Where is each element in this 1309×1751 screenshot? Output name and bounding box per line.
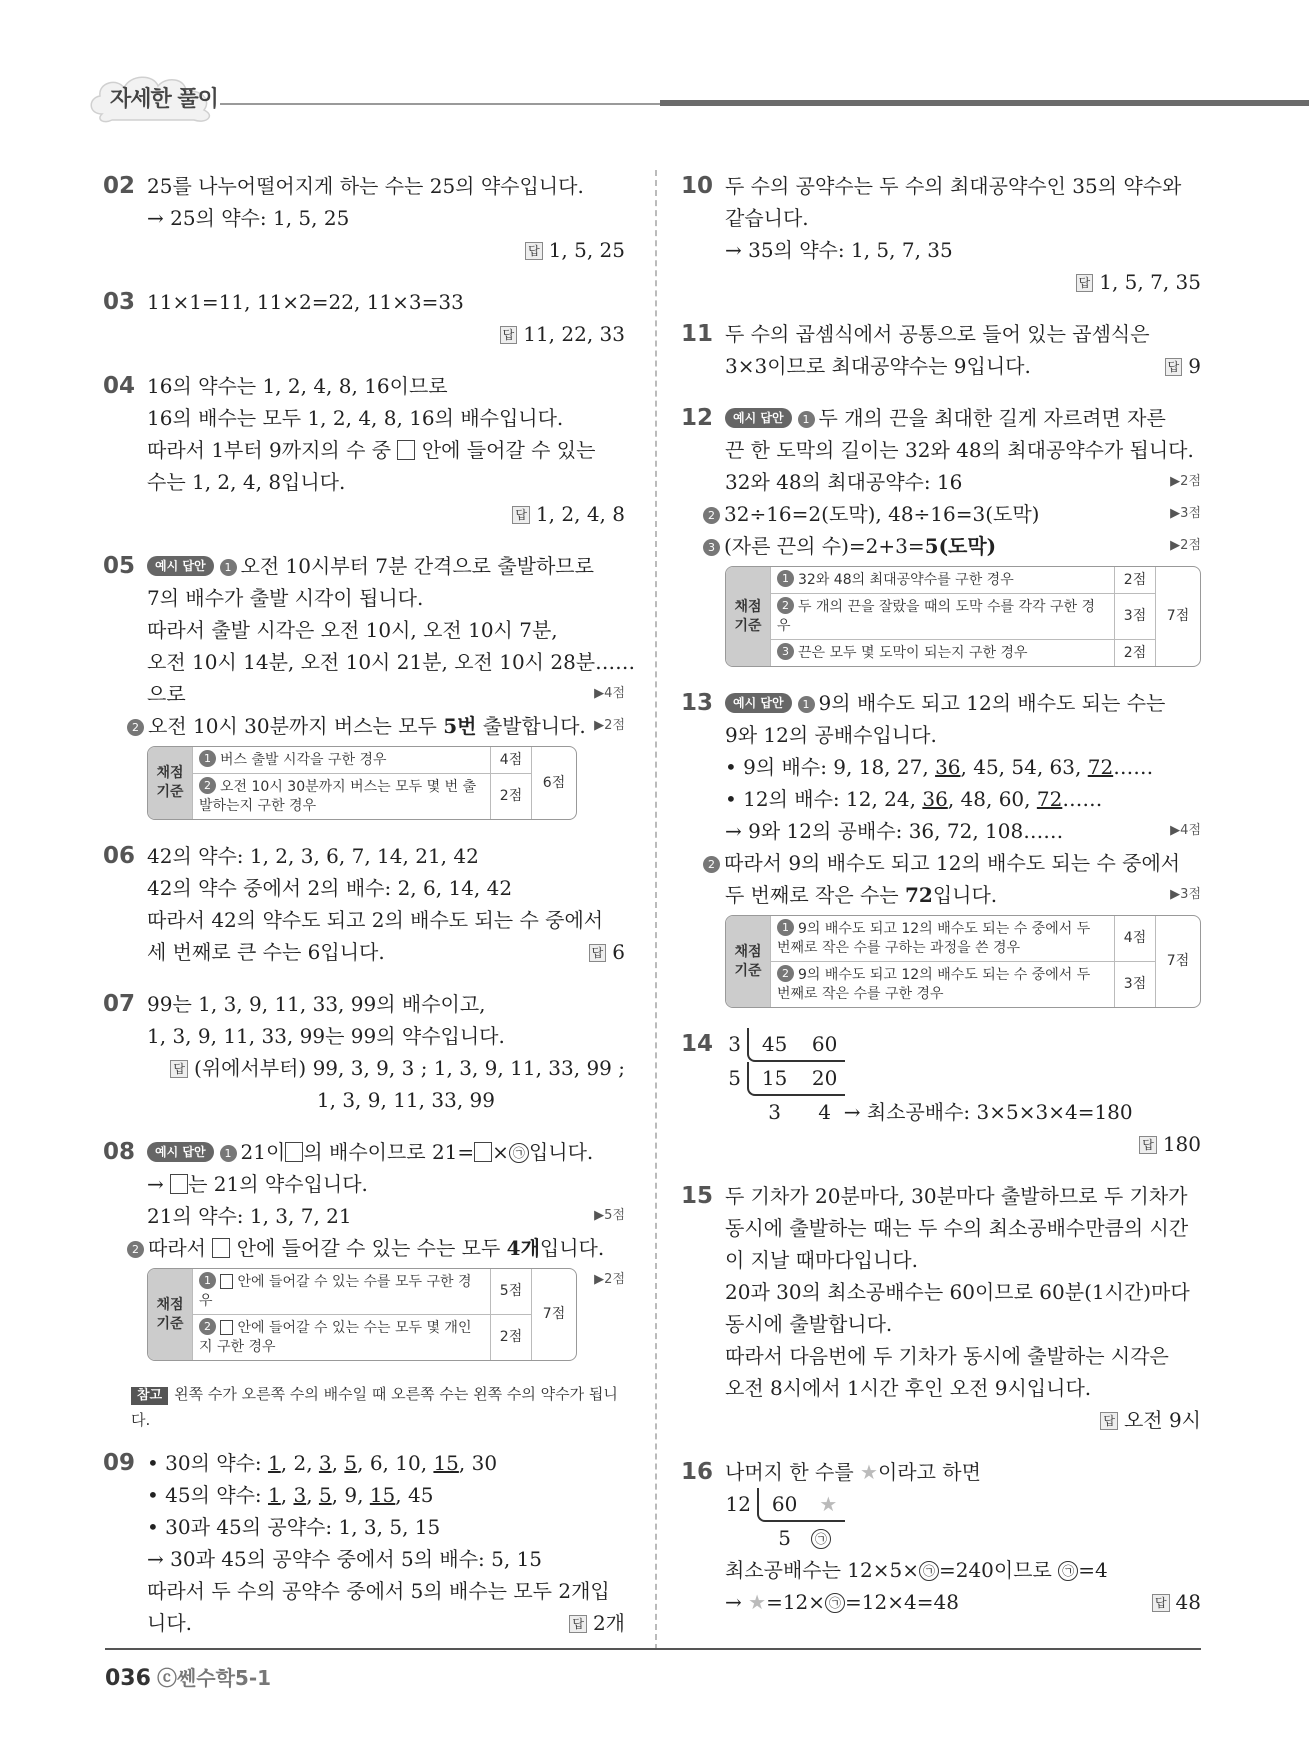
problem-number: 06	[103, 843, 136, 869]
column-divider	[655, 170, 657, 1650]
blank-box-icon	[285, 1142, 303, 1162]
scoring-label: 채점 기준	[726, 567, 771, 666]
points: ▶2점	[594, 1272, 625, 1287]
circle-g-icon: ㉠	[509, 1143, 529, 1163]
text: 72	[1087, 755, 1114, 779]
solution-line	[147, 936, 625, 968]
text: 의 배수이므로 21=	[303, 1140, 475, 1164]
answer-mark-icon: 답	[1100, 1412, 1118, 1430]
problem-number: 11	[681, 321, 714, 347]
solution-line	[127, 1232, 625, 1287]
solution-line: 7의 배수가 출발 시각이 됩니다.	[147, 586, 424, 610]
problem-05	[103, 550, 636, 820]
text: 따라서 1부터 9까지의 수 중	[147, 438, 392, 462]
text: 따라서 9의 배수도 되고 12의 배수도 되는 수 중에서	[724, 851, 1181, 875]
example-answer-tag: 예시 답안	[147, 1142, 214, 1162]
solution-line: 따라서 42의 약수도 되고 2의 배수도 되는 수 중에서	[147, 908, 604, 932]
solution-line: 11×1=11, 11×2=22, 11×3=33	[147, 290, 464, 314]
problem-number: 07	[103, 991, 136, 1017]
scoring-table	[725, 915, 1201, 1008]
solution-line	[725, 350, 1201, 382]
problem-number: 04	[103, 373, 136, 399]
problem-11	[683, 318, 1201, 382]
text: 36	[922, 787, 948, 811]
text: 으로	[147, 682, 186, 706]
text: 는 21의 약수입니다.	[188, 1172, 368, 1196]
answer: 1, 3, 9, 11, 33, 99	[316, 1088, 495, 1112]
problem-number: 02	[103, 173, 136, 199]
text: 36	[935, 755, 961, 779]
problem-02	[105, 170, 625, 266]
step-1-icon: 1	[798, 696, 815, 713]
text: 나머지 한 수를	[725, 1460, 860, 1484]
star-icon: ★	[748, 1590, 767, 1614]
answer-mark-icon: 답	[589, 944, 607, 962]
solution-line	[725, 783, 1201, 815]
problem-number: 12	[681, 405, 714, 431]
text: ×	[492, 1140, 509, 1164]
criterion-points: 5점	[491, 1269, 532, 1315]
solution-line: → 25의 약수: 1, 5, 25	[147, 206, 350, 230]
criterion-points: 3점	[1115, 594, 1156, 640]
answer-value: 6	[612, 940, 625, 964]
division-bracket	[747, 1062, 845, 1096]
text: 안에 들어갈 수 있는 수는 모두	[236, 1236, 507, 1260]
problem-number: 13	[681, 690, 714, 716]
step-2-icon: 2	[199, 1318, 216, 1335]
reference-note	[131, 1381, 625, 1433]
problem-number: 10	[681, 173, 714, 199]
text: 32÷16=2(도막), 48÷16=3(도막)	[724, 502, 1040, 526]
header-rule-thin	[220, 103, 660, 105]
answer	[1152, 1586, 1201, 1618]
text: 3×3이므로 최대공약수는 9입니다.	[725, 354, 1031, 378]
text: (자른 끈의 수)=2+3=	[724, 534, 925, 558]
example-answer-tag: 예시 답안	[725, 693, 792, 713]
text: • 30의 약수:	[147, 1451, 269, 1475]
scoring-table	[147, 1268, 577, 1361]
number: 15	[761, 1066, 788, 1090]
text: =4	[1078, 1558, 1108, 1582]
division-bracket	[757, 1488, 845, 1522]
solution-line	[725, 687, 1201, 719]
solution-line	[147, 678, 625, 710]
ladder-division-row	[725, 1096, 1201, 1128]
criterion-points: 2점	[491, 1315, 532, 1360]
total-points: 7점	[1166, 953, 1190, 969]
result: → 최소공배수: 3×5×3×4=180	[843, 1100, 1133, 1124]
answer-mark-icon: 답	[512, 506, 530, 524]
blank-box-icon	[220, 1274, 233, 1289]
total-points: 6점	[542, 774, 566, 791]
solution-line: 1, 3, 9, 11, 33, 99는 99의 약수입니다.	[147, 1024, 505, 1048]
note-text: 왼쪽 수가 오른쪽 수의 배수일 때 오른쪽 수는 왼쪽 수의 약수가 됩니다.	[131, 1385, 618, 1429]
solution-line: 9와 12의 공배수입니다.	[725, 723, 937, 747]
answer	[725, 1128, 1201, 1160]
answer-mark-icon: 답	[569, 1615, 587, 1633]
text: 입니다.	[539, 1236, 605, 1260]
solution-line: 25를 나누어떨어지게 하는 수는 25의 약수입니다.	[147, 174, 584, 198]
step-1-icon: 1	[777, 919, 794, 936]
solution-line: 두 수의 곱셈식에서 공통으로 들어 있는 곱셈식은	[725, 322, 1150, 346]
criterion: 1 안에 들어갈 수 있는 수를 모두 구한 경우	[193, 1269, 491, 1315]
step-2-icon: 2	[777, 965, 794, 982]
text: 입니다.	[932, 883, 998, 907]
answer-value: 9	[1188, 354, 1201, 378]
answer-mark-icon: 답	[1139, 1136, 1157, 1154]
problem-number: 09	[103, 1450, 136, 1476]
footer-rule	[105, 1648, 1201, 1650]
text: 21의 약수: 1, 3, 7, 21	[147, 1204, 352, 1228]
solution-line: 16의 배수는 모두 1, 2, 4, 8, 16의 배수입니다.	[147, 406, 564, 430]
solution-line: → 30과 45의 공약수 중에서 5의 배수: 5, 15	[147, 1547, 543, 1571]
problem-12	[683, 402, 1201, 667]
text: 두 개의 끈을 최대한 길게 자르려면 자른	[818, 406, 1166, 430]
step-2-icon: 2	[777, 597, 794, 614]
text: 니다.	[147, 1611, 192, 1635]
problem-04	[105, 370, 625, 530]
answer-value: 180	[1162, 1132, 1201, 1156]
total-points: 7점	[1166, 608, 1190, 624]
answer	[147, 234, 625, 266]
text: →	[147, 1172, 164, 1196]
answer-mark-icon: 답	[1152, 1594, 1170, 1612]
ladder-division-row	[725, 1488, 1201, 1522]
header-title: 자세한 풀이	[110, 87, 218, 112]
text: 오전 10시부터 7분 간격으로 출발하므로	[240, 554, 594, 578]
solution-line	[703, 847, 1201, 879]
answer	[147, 498, 625, 530]
text: 출발합니다.	[476, 714, 586, 738]
solution-line	[147, 434, 625, 466]
solution-line	[703, 498, 1201, 530]
solution-line	[725, 402, 1201, 434]
ladder-division-row	[725, 1028, 1201, 1062]
ladder-division-row	[725, 1522, 1201, 1554]
text: 입니다.	[528, 1140, 594, 1164]
bold-text: 4개	[506, 1236, 540, 1260]
criterion: 2 9의 배수도 되고 12의 배수도 되는 수 중에서 두 번째로 작은 수를 구한 경우	[771, 962, 1115, 1007]
problem-number: 15	[681, 1183, 714, 1209]
blank-box-icon	[170, 1174, 188, 1194]
scoring-label: 채점 기준	[148, 1269, 193, 1360]
answer	[589, 936, 625, 968]
step-1-icon: 1	[798, 411, 815, 428]
problem-number: 08	[103, 1139, 136, 1165]
step-2-icon: 2	[199, 777, 216, 794]
solution-line	[147, 1607, 625, 1639]
text: ……	[1113, 755, 1154, 779]
answer-value: (위에서부터) 99, 3, 9, 3 ; 1, 3, 9, 11, 33, 99 ;	[194, 1056, 625, 1080]
text: , 45, 54, 63,	[960, 755, 1088, 779]
blank-box-icon	[220, 1320, 233, 1335]
step-1-icon: 1	[220, 559, 237, 576]
text: →	[725, 1590, 749, 1614]
solution-line: • 45의 약수: 1, 3, 5, 9, 15, 45	[147, 1483, 434, 1507]
solution-line: 99는 1, 3, 9, 11, 33, 99의 배수이고,	[147, 992, 486, 1016]
divisor: 5	[728, 1066, 741, 1090]
points: ▶5점	[594, 1208, 625, 1223]
answer	[147, 318, 625, 350]
total-points: 7점	[542, 1306, 566, 1322]
solution-line: 두 기차가 20분마다, 30분마다 출발하므로 두 기차가	[725, 1184, 1188, 1208]
text: 32와 48의 최대공약수: 16	[725, 470, 963, 494]
step-1-icon: 1	[220, 1145, 237, 1162]
star-icon: ★	[819, 1492, 838, 1516]
number: 60	[811, 1032, 838, 1056]
solution-line	[703, 530, 1201, 562]
solution-line: 이 지날 때마다입니다.	[725, 1248, 918, 1272]
scoring-label: 채점 기준	[148, 747, 193, 819]
answer	[725, 1404, 1201, 1436]
solution-line: 오전 10시 14분, 오전 10시 21분, 오전 10시 28분……	[147, 650, 636, 674]
problem-number: 14	[681, 1031, 714, 1057]
left-column	[103, 170, 636, 1659]
solution-line: 끈 한 도막의 길이는 32와 48의 최대공약수가 됩니다.	[725, 438, 1194, 462]
solution-line	[725, 466, 1201, 498]
solution-line: 동시에 출발하는 때는 두 수의 최소공배수만큼의 시간	[725, 1216, 1189, 1240]
text: 9의 배수도 되고 12의 배수도 되는 수는	[818, 691, 1166, 715]
text: • 45의 약수:	[147, 1483, 269, 1507]
criterion: 1 버스 출발 시각을 구한 경우	[193, 747, 491, 774]
solution-line: 20과 30의 최소공배수는 60이므로 60분(1시간)마다	[725, 1280, 1190, 1304]
points: ▶4점	[1170, 823, 1201, 838]
solution-line: 42의 약수 중에서 2의 배수: 2, 6, 14, 42	[147, 876, 513, 900]
solution-line: 두 수의 공약수는 두 수의 최대공약수인 35의 약수와	[725, 174, 1182, 198]
answer-mark-icon: 답	[1076, 274, 1094, 292]
solution-line: 따라서 출발 시각은 오전 10시, 오전 10시 7분,	[147, 618, 558, 642]
text: 오전 10시 30분까지 버스는 모두	[148, 714, 444, 738]
criterion-points: 2점	[1115, 567, 1156, 594]
criterion: 2 두 개의 끈을 잘랐을 때의 도막 수를 각각 구한 경우	[771, 594, 1115, 640]
text: =12×	[766, 1590, 826, 1614]
answer-mark-icon: 답	[170, 1060, 188, 1078]
solution-line: • 30과 45의 공약수: 1, 3, 5, 15	[147, 1515, 441, 1539]
solution-line	[725, 1456, 1201, 1488]
problem-14	[683, 1028, 1201, 1160]
circle-g-icon: ㉠	[1058, 1561, 1078, 1581]
step-2-icon: 2	[703, 856, 720, 873]
book-title: ⓒ쎈수학5-1	[156, 1666, 272, 1690]
problem-07	[105, 988, 625, 1116]
problem-08	[105, 1136, 625, 1361]
number: 3	[768, 1100, 781, 1124]
solution-line: 같습니다.	[725, 206, 809, 230]
example-answer-tag: 예시 답안	[147, 556, 214, 576]
problem-16	[683, 1456, 1201, 1618]
text: ……	[1062, 787, 1103, 811]
solution-line	[725, 1586, 1201, 1618]
criterion: 2 안에 들어갈 수 있는 수는 모두 몇 개인지 구한 경우	[193, 1315, 491, 1360]
text: • 12의 배수: 12, 24,	[725, 787, 923, 811]
points: ▶3점	[1170, 887, 1201, 902]
step-2-icon: 2	[703, 507, 720, 524]
problem-15	[683, 1180, 1201, 1436]
text: 따라서	[148, 1236, 206, 1260]
step-2-icon: 2	[127, 1241, 144, 1258]
problem-06	[105, 840, 625, 968]
step-1-icon: 1	[199, 750, 216, 767]
step-2-icon: 2	[127, 719, 144, 736]
star-icon: ★	[860, 1460, 878, 1484]
problem-03	[105, 286, 625, 350]
text: • 9의 배수: 9, 18, 27,	[725, 755, 936, 779]
number: 45	[761, 1032, 788, 1056]
solution-line	[127, 710, 625, 742]
number: 60	[771, 1492, 798, 1516]
answer-mark-icon: 답	[525, 242, 543, 260]
criterion-points: 2점	[491, 774, 532, 819]
answer	[1165, 350, 1201, 382]
ladder-division-row	[725, 1062, 1201, 1096]
criterion-points: 4점	[1115, 916, 1156, 962]
solution-line: 오전 8시에서 1시간 후인 오전 9시입니다.	[725, 1376, 1092, 1400]
text: 안에 들어갈 수 있는	[421, 438, 596, 462]
solution-line	[147, 550, 625, 582]
problem-number: 16	[681, 1459, 714, 1485]
scoring-table	[147, 746, 577, 820]
criterion-points: 4점	[491, 747, 532, 774]
criterion: 1 9의 배수도 되고 12의 배수도 되는 수 중에서 두 번째로 작은 수를 구하는 과정을 쓴 경우	[771, 916, 1115, 962]
problem-09	[105, 1447, 625, 1639]
answer-value: 1, 5, 7, 35	[1099, 270, 1201, 294]
scoring-label: 채점 기준	[726, 916, 771, 1007]
divisor: 3	[728, 1032, 741, 1056]
solution-line	[725, 815, 1201, 847]
text: 두 번째로 작은 수는	[725, 883, 905, 907]
solution-line	[147, 1200, 625, 1232]
number: 4	[818, 1100, 831, 1124]
points: ▶4점	[594, 686, 625, 701]
blank-box-icon	[397, 440, 415, 460]
criterion: 2 오전 10시 30분까지 버스는 모두 몇 번 출발하는지 구한 경우	[193, 774, 491, 819]
example-answer-tag: 예시 답안	[725, 408, 792, 428]
bold-text: 5번	[443, 714, 477, 738]
solution-line	[147, 1136, 625, 1168]
points: ▶2점	[1170, 474, 1201, 489]
problem-number: 05	[103, 553, 136, 579]
step-1-icon: 1	[199, 1272, 216, 1289]
points: ▶2점	[594, 718, 625, 733]
solution-line: 따라서 두 수의 공약수 중에서 5의 배수는 모두 2개입	[147, 1579, 610, 1603]
blank-box-icon	[212, 1238, 230, 1258]
page-number: 036	[105, 1666, 151, 1691]
text: 21이	[240, 1140, 286, 1164]
text: =12×4=48	[845, 1590, 959, 1614]
solution-line: 동시에 출발합니다.	[725, 1312, 893, 1336]
criterion: 3 끈은 모두 몇 도막이 되는지 구한 경우	[771, 640, 1115, 666]
bold-text: 5(도막)	[924, 534, 997, 558]
answer-value: 오전 9시	[1123, 1408, 1201, 1432]
footer	[105, 1662, 271, 1691]
problem-13	[683, 687, 1201, 1008]
number: 20	[811, 1066, 838, 1090]
text: 최소공배수는 12×5×	[725, 1558, 919, 1582]
criterion-points: 3점	[1115, 962, 1156, 1007]
points: ▶2점	[1170, 538, 1201, 553]
scoring-table	[725, 566, 1201, 667]
answer	[569, 1607, 625, 1639]
criterion-points: 2점	[1115, 640, 1156, 666]
solution-line: • 30의 약수: 1, 2, 3, 5, 6, 10, 15, 30	[147, 1451, 498, 1475]
answer-value: 1, 5, 25	[548, 238, 625, 262]
blank-box-icon	[474, 1142, 492, 1162]
points: ▶3점	[1170, 506, 1201, 521]
circle-g-icon: ㉠	[825, 1593, 845, 1613]
solution-line: 16의 약수는 1, 2, 4, 8, 16이므로	[147, 374, 448, 398]
divisor: 12	[725, 1492, 751, 1516]
answer	[147, 1052, 625, 1084]
answer-value: 1, 2, 4, 8	[535, 502, 625, 526]
circle-g-icon: ㉠	[919, 1561, 939, 1581]
text: 이라고 하면	[877, 1460, 981, 1484]
text: =240이므로	[938, 1558, 1059, 1582]
step-1-icon: 1	[777, 570, 794, 587]
division-bracket	[747, 1028, 845, 1062]
solution-line: 42의 약수: 1, 2, 3, 6, 7, 14, 21, 42	[147, 844, 479, 868]
problem-10	[683, 170, 1201, 298]
header-rule-thick	[660, 100, 1309, 106]
answer-value: 2개	[592, 1611, 625, 1635]
answer-value: 11, 22, 33	[523, 322, 625, 346]
answer-mark-icon: 답	[1165, 358, 1183, 376]
answer	[725, 266, 1201, 298]
bold-text: 72	[905, 883, 933, 907]
number: 5	[778, 1526, 791, 1550]
text: , 48, 60,	[947, 787, 1037, 811]
step-3-icon: 3	[703, 539, 720, 556]
solution-line	[725, 751, 1201, 783]
solution-line	[725, 1554, 1201, 1586]
answer-value: 48	[1175, 1590, 1201, 1614]
answer-mark-icon: 답	[500, 326, 518, 344]
right-column	[683, 170, 1201, 1638]
reference-tag: 참고	[131, 1387, 168, 1405]
solution-line	[725, 879, 1201, 911]
step-3-icon: 3	[777, 643, 794, 660]
solution-line: 수는 1, 2, 4, 8입니다.	[147, 470, 346, 494]
criterion: 1 32와 48의 최대공약수를 구한 경우	[771, 567, 1115, 594]
text: → 9와 12의 공배수: 36, 72, 108……	[725, 819, 1064, 843]
circle-g-icon: ㉠	[811, 1529, 831, 1549]
solution-line: 따라서 다음번에 두 기차가 동시에 출발하는 시각은	[725, 1344, 1169, 1368]
problem-number: 03	[103, 289, 136, 315]
solution-line: → 35의 약수: 1, 5, 7, 35	[725, 238, 953, 262]
text: 세 번째로 큰 수는 6입니다.	[147, 940, 385, 964]
text: 72	[1036, 787, 1063, 811]
solution-line	[147, 1168, 625, 1200]
